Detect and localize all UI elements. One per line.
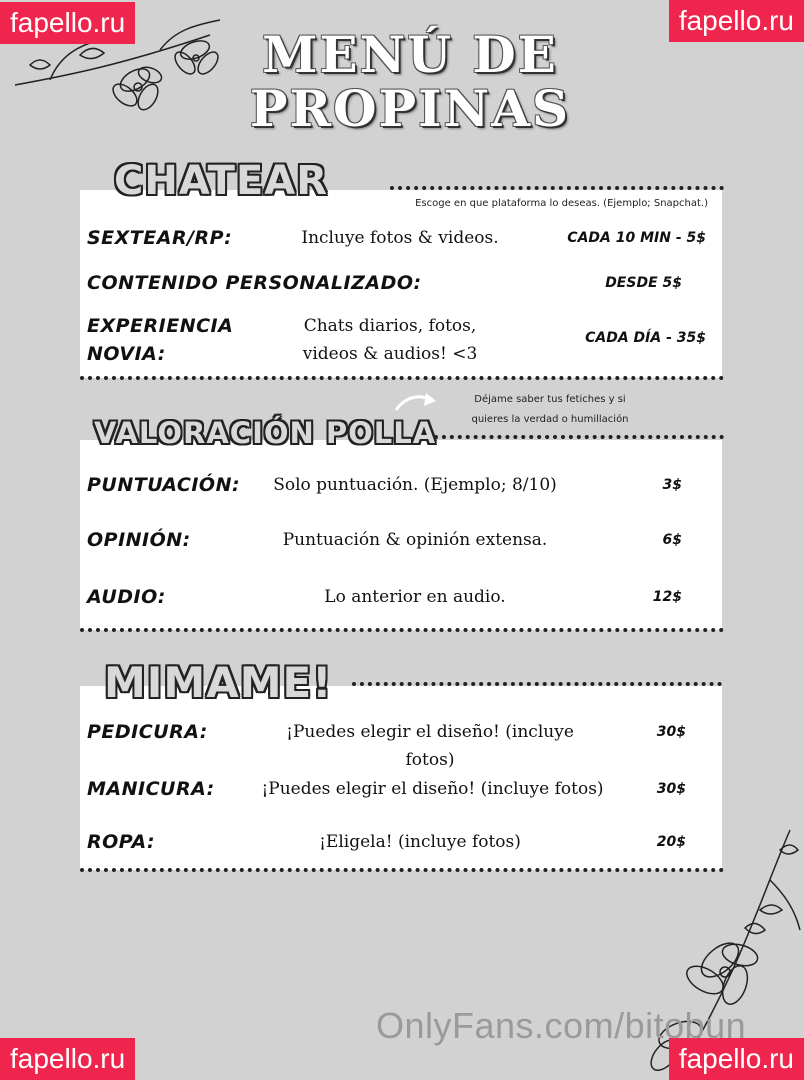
section-heading: CHATEAR [114,158,329,204]
dotted-divider [434,435,724,439]
item-description: Solo puntuación. (Ejemplo; 8/10) [273,475,557,495]
dotted-divider [80,628,724,632]
item-label: PEDICURA: [87,721,208,743]
item-description: Incluye fotos & videos. [301,228,499,248]
dotted-divider [80,376,724,380]
section-note: Escoge en que plataforma lo deseas. (Ejemplo; Snapchat.) [415,198,708,209]
item-label: CONTENIDO PERSONALIZADO: [87,272,422,294]
item-label: OPINIÓN: [87,529,191,551]
watermark: fapello.ru [669,1038,804,1080]
item-label: EXPERIENCIA NOVIA: [87,315,234,365]
section-card-chatear [80,190,722,378]
item-label: AUDIO: [87,586,166,608]
item-description: Puntuación & opinión extensa. [282,530,548,550]
item-description: ¡Puedes elegir el diseño! (incluye fotos) [286,722,574,770]
section-card-valoracion [80,440,722,630]
item-price: 30$ [656,781,686,797]
item-description: Lo anterior en audio. [324,587,506,607]
item-price: CADA 10 MIN - 5$ [567,230,706,246]
brand-text: OnlyFans.com/bitobun [376,1005,747,1046]
item-label: PUNTUACIÓN: [87,474,241,496]
section-note: Déjame saber tus fetiches y si quieres la verdad o humillación [471,394,629,425]
item-price: 30$ [656,724,686,740]
page-title: MENÚ DE PROPINAS [249,25,571,138]
item-price: 6$ [662,532,682,548]
item-price: DESDE 5$ [605,275,682,291]
section-heading: MIMAME! [104,658,333,707]
item-price: 20$ [656,834,686,850]
item-label: MANICURA: [87,778,215,800]
item-description: ¡Eligela! (incluye fotos) [319,832,521,852]
watermark: fapello.ru [669,0,804,42]
item-price: 3$ [662,477,682,493]
dotted-divider [352,682,722,686]
item-description: ¡Puedes elegir el diseño! (incluye fotos) [261,779,604,799]
dotted-divider [80,868,724,872]
arrow-icon [392,390,440,414]
section-card-mimame [80,686,722,870]
watermark: fapello.ru [0,2,135,44]
dotted-divider [390,186,724,190]
item-price: CADA DÍA - 35$ [585,330,706,346]
section-heading: VALORACIÓN POLLA [94,416,437,450]
watermark: fapello.ru [0,1038,135,1080]
item-label: SEXTEAR/RP: [87,227,233,249]
item-description: Chats diarios, fotos, videos & audios! <3 [302,316,478,364]
item-price: 12$ [652,589,682,605]
item-label: ROPA: [87,831,156,853]
